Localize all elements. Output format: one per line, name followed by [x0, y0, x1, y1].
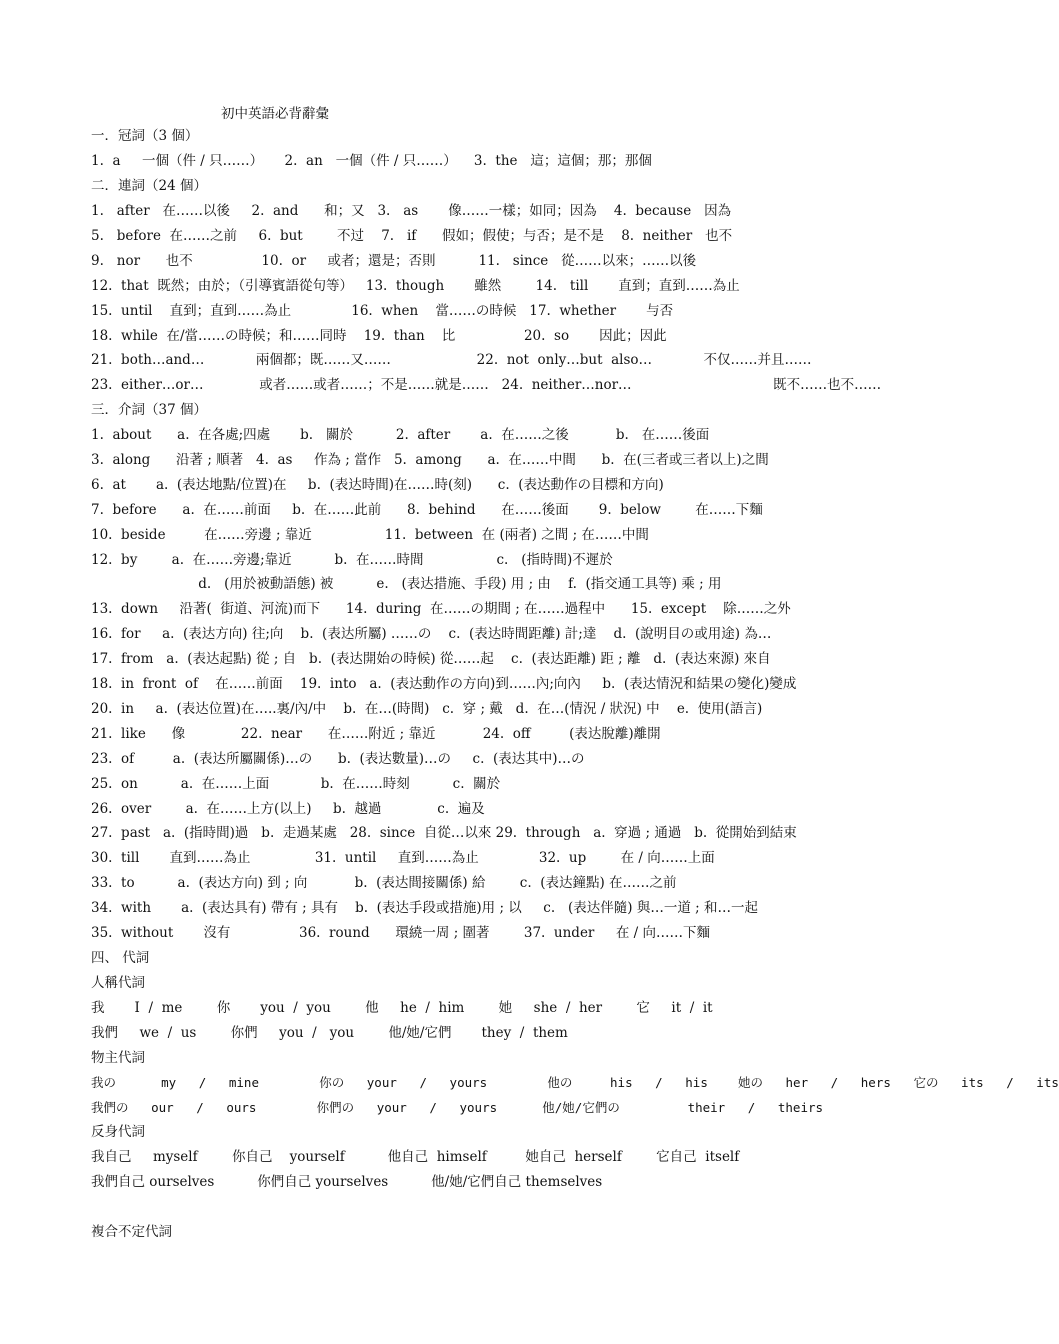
- text-line: 13. down 沿著( 街道、河流)而下 14. during 在……の期間 ; 在……過程中 15. except 除……之外: [91, 601, 791, 617]
- text-line: 7. before a. 在……前面 b. 在……此前 8. behind 在……後面 9. below 在……下麵: [91, 502, 763, 518]
- text-line: 35. without 沒有 36. round 環繞一周 ; 圍著 37. under 在 / 向……下麵: [91, 925, 710, 941]
- text-line: 我們 we / us 你們 you / you 他/她/它們 they / them: [91, 1025, 568, 1041]
- text-line: 16. for a. (表达方向) 往;向 b. (表达所屬) ……の c. (表达時間距離) 計;達 d. (說明目の或用途) 為…: [91, 626, 772, 642]
- text-line: d. (用於被動語態) 被 e. (表达措施、手段) 用 ; 由 f. (指交通工具等) 乘 ; 用: [91, 576, 722, 592]
- text-line: 34. with a. (表达具有) 帶有 ; 具有 b. (表达手段或措施)用 ; 以 c. (表达伴隨) 與…一道 ; 和…一起: [91, 900, 758, 916]
- text-line: 30. till 直到……為止 31. until 直到……為止 32. up 在 / 向……上面: [91, 850, 715, 866]
- text-line: 9. nor 也不 10. or 或者；還是；否則 11. since 從……以來；……以後: [91, 253, 697, 269]
- text-line: 10. beside 在……旁邊 ; 靠近 11. between 在 (兩者) 之間 ; 在……中間: [91, 527, 649, 543]
- text-line: 21. like 像 22. near 在……附近 ; 靠近 24. off (表达脫離)離開: [91, 726, 661, 742]
- text-line: 27. past a. (指時間)過 b. 走過某處 28. since 自從…以來 29. through a. 穿過 ; 通過 b. 從開始到結束: [91, 825, 797, 841]
- text-line: 3. along 沿著 ; 順著 4. as 作為 ; 當作 5. among a. 在……中間 b. 在(三者或三者以上)之間: [91, 452, 769, 468]
- text-line: 21. both…and… 兩個都；既……又…… 22. not only…but also… 不仅……并且……: [91, 352, 812, 368]
- text-line: 1. a 一個（件 / 只……） 2. an 一個（件 / 只……） 3. the 這；這個；那；那個: [91, 153, 652, 169]
- text-line: 12. by a. 在……旁邊;靠近 b. 在……時間 c. (指時間)不遲於: [91, 552, 613, 568]
- text-line: 我の my / mine 你の your / yours 他の his / his 她の her / hers 它の its / its: [91, 1075, 1059, 1090]
- text-line: 18. in front of 在……前面 19. into a. (表达動作の方向)到……內;向內 b. (表达情況和結果の變化)變成: [91, 676, 797, 692]
- text-line: 20. in a. (表达位置)在…..裏/內/中 b. 在…(時間) c. 穿 ; 戴 d. 在…(情況 / 狀況) 中 e. 使用(語言): [91, 701, 763, 717]
- text-line: 18. while 在/當……の時候；和……同時 19. than 比 20. so 因此；因此: [91, 328, 667, 344]
- text-line: 1. after 在……以後 2. and 和；又 3. as 像……一樣；如同；因為 4. because 因為: [91, 203, 732, 219]
- subheading-possessive-pronouns: 物主代詞: [91, 1050, 145, 1066]
- section-heading-conjunctions: 二．連詞（24 個）: [91, 178, 207, 194]
- text-line: 33. to a. (表达方向) 到 ; 向 b. (表达間接關係) 給 c. (表达鐘點) 在……之前: [91, 875, 677, 891]
- section-heading-articles: 一．冠詞（3 個）: [91, 128, 199, 144]
- text-line: 我 I / me 你 you / you 他 he / him 她 she / her 它 it / it: [91, 1000, 713, 1016]
- section-heading-prepositions: 三．介詞（37 個）: [91, 402, 207, 418]
- text-line: 6. at a. (表达地點/位置)在 b. (表达時間)在……時(刻) c. (表达動作の目標和方向): [91, 477, 664, 493]
- text-line: 我們の our / ours 你們の your / yours 他/她/它們の their / theirs: [91, 1100, 824, 1115]
- text-line: 17. from a. (表达起點) 從 ; 自 b. (表达開始の時候) 從……起 c. (表达距離) 距 ; 離 d. (表达來源) 來自: [91, 651, 771, 667]
- text-line: 15. until 直到；直到……為止 16. when 當……の時候 17. whether 与否: [91, 303, 674, 319]
- text-line: 12. that 既然；由於；（引導賓語從句等） 13. though 雖然 14. till 直到；直到……為止: [91, 278, 740, 294]
- text-line: 我們自己 ourselves 你們自己 yourselves 他/她/它們自己 themselves: [91, 1174, 603, 1190]
- subheading-reflexive-pronouns: 反身代詞: [91, 1124, 145, 1140]
- text-line: 23. either…or… 或者……或者……；不是……就是…… 24. neither…nor… 既不……也不……: [91, 377, 882, 393]
- text-line: 26. over a. 在……上方(以上) b. 越過 c. 遍及: [91, 801, 485, 817]
- document-title: 初中英語必背辭彙: [221, 106, 329, 122]
- subheading-compound-indefinite-pronouns: 複合不定代詞: [91, 1224, 172, 1240]
- subheading-personal-pronouns: 人稱代詞: [91, 975, 145, 991]
- text-line: 我自己 myself 你自己 yourself 他自己 himself 她自己 herself 它自己 itself: [91, 1149, 740, 1165]
- text-line: 5. before 在……之前 6. but 不过 7. if 假如；假使；与否；是不是 8. neither 也不: [91, 228, 733, 244]
- text-line: 1. about a. 在各處;四處 b. 關於 2. after a. 在……之後 b. 在……後面: [91, 427, 710, 443]
- section-heading-pronouns: 四、 代詞: [91, 950, 150, 966]
- text-line: 25. on a. 在……上面 b. 在……時刻 c. 關於: [91, 776, 501, 792]
- text-line: 23. of a. (表达所屬關係)…の b. (表达數量)…の c. (表达其中)…の: [91, 751, 585, 767]
